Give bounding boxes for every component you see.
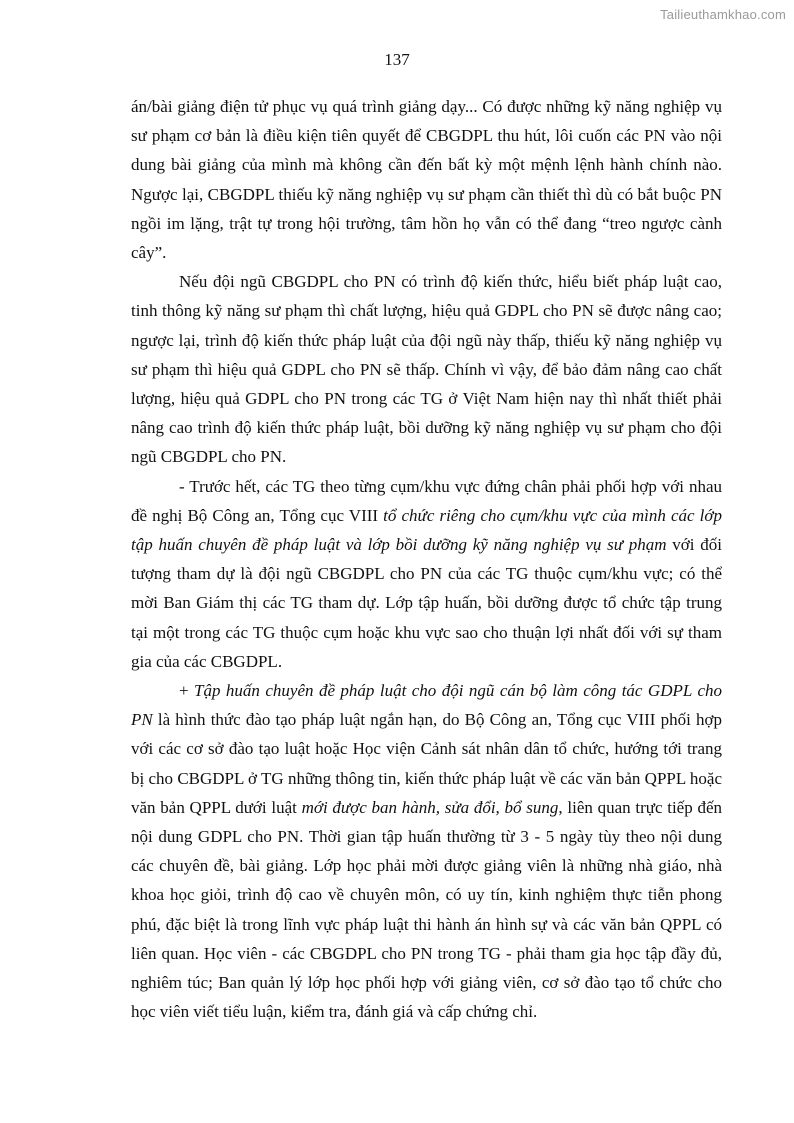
paragraph-4-text-e: , liên quan trực tiếp đến nội dung GDPL cho PN. Thời gian tập huấn thường từ 3 - 5 ngày tùy theo nội dung các chuyên đề, bài giảng. Lớp học phải mời được giảng viên là những nhà giáo, nhà khoa học giỏi, trình độ cao về chuyên môn, có uy tín, kinh nghiệm thực tiễn phong phú, đặc biệt là trong lĩnh vực pháp luật thi hành án hình sự và các văn bản QPPL có liên quan. Học viên - các CBGDPL cho PN trong TG - phải tham gia học tập đầy đủ, nghiêm túc; Ban quản lý lớp học phối hợp với giảng viên, cơ sở đào tạo tổ chức cho học viên viết tiểu luận, kiểm tra, đánh giá và cấp chứng chỉ. [131, 797, 722, 1022]
watermark-text: Tailieuthamkhao.com [660, 7, 786, 22]
paragraph-4-italic-heading: Tập huấn chuyên đề pháp luật cho đội ngũ cán bộ làm công tác GDPL cho PN [131, 681, 722, 730]
paragraph-2: Nếu đội ngũ CBGDPL cho PN có trình độ kiến thức, hiểu biết pháp luật cao, tinh thông kỹ năng sư phạm thì chất lượng, hiệu quả GDPL cho PN sẽ được nâng cao; ngược lại, trình độ kiến thức pháp luật của đội ngũ này thấp, thiếu kỹ năng nghiệp vụ sư phạm thì hiệu quả GDPL cho PN sẽ thấp. Chính vì vậy, để bảo đảm nâng cao chất lượng, hiệu quả GDPL cho PN trong các TG ở Việt Nam hiện nay thì nhất thiết phải nâng cao trình độ kiến thức pháp luật, bồi dưỡng kỹ năng nghiệp vụ sư phạm cho đội ngũ CBGDPL cho PN. [131, 272, 722, 467]
document-body [131, 92, 722, 1027]
paragraph-4 [131, 676, 722, 1026]
paragraph-3-italic-phrase: tổ chức riêng cho cụm/khu vực của mình các lớp tập huấn chuyên đề pháp luật và lớp bồi dưỡng kỹ năng nghiệp vụ sư phạm [131, 505, 722, 555]
paragraph-4-italic-phrase: mới được ban hành, sửa đổi, bổ sung [301, 797, 559, 817]
page-number: 137 [384, 50, 410, 69]
paragraph-4-bullet: + [179, 681, 195, 701]
paragraph-4-text-c: là hình thức đào tạo pháp luật ngắn hạn, do Bộ Công an, Tổng cục VIII phối hợp với các cơ sở đào tạo luật hoặc Học viện Cảnh sát nhân dân tổ chức, hướng tới trang bị cho CBGDPL ở TG những thông tin, kiến thức pháp luật về các văn bản QPPL hoặc văn bản QPPL dưới luật [131, 710, 722, 817]
paragraph-3-text-c: với đối tượng tham dự là đội ngũ CBGDPL cho PN của các TG thuộc cụm/khu vực; có thể mời Ban Giám thị các TG tham dự. Lớp tập huấn, bồi dưỡng được tổ chức tập trung tại một trong các TG thuộc cụm hoặc khu vực sao cho thuận lợi nhất đối với sự tham gia của các CBGDPL. [131, 535, 722, 671]
paragraph-3-text-a: - Trước hết, các TG theo từng cụm/khu vực đứng chân phải phối hợp với nhau đề nghị Bộ Công an, Tổng cục VIII [131, 476, 722, 525]
paragraph-3 [131, 472, 722, 676]
paragraph-1: án/bài giảng điện tử phục vụ quá trình giảng dạy... Có được những kỹ năng nghiệp vụ sư phạm cơ bản là điều kiện tiên quyết để CBGDPL thu hút, lôi cuốn các PN vào nội dung bài giảng của mình mà không cần đến bất kỳ một mệnh lệnh hành chính nào. Ngược lại, CBGDPL thiếu kỹ năng nghiệp vụ sư phạm cần thiết thì dù có bắt buộc PN ngồi im lặng, trật tự trong hội trường, tâm hồn họ vẫn có thể đang “treo ngược cành cây”. [131, 97, 722, 263]
